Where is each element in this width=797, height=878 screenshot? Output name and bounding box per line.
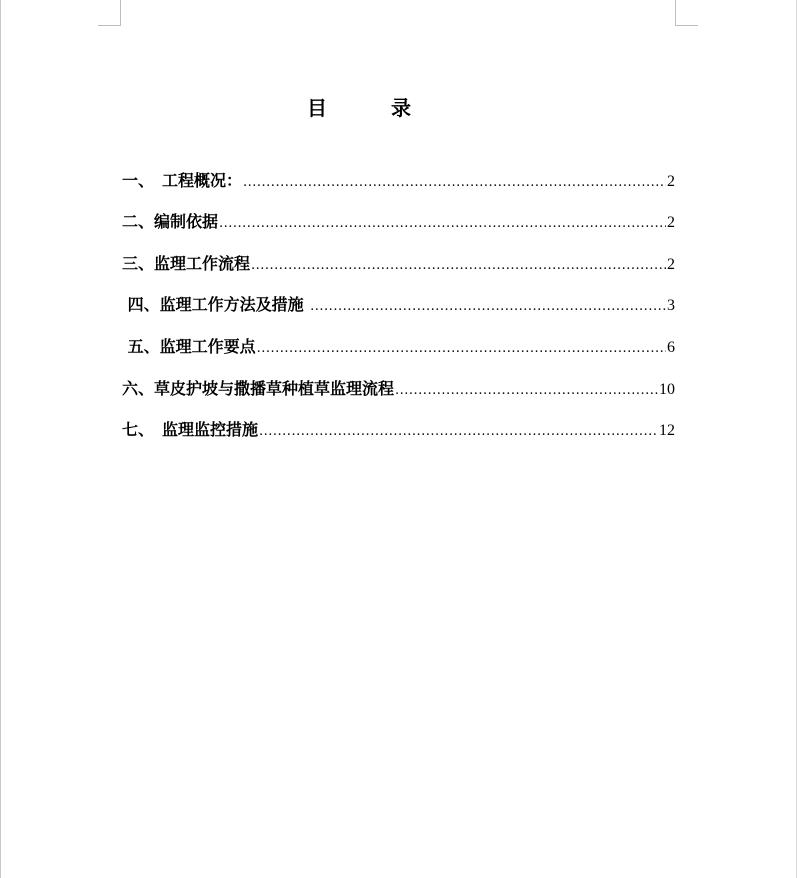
toc-entry[interactable] <box>122 168 675 194</box>
toc-entry[interactable] <box>122 251 675 277</box>
toc-entry-page: 10 <box>659 381 675 398</box>
toc-entry-page: 2 <box>667 256 675 273</box>
toc-entry-label: 四、监理工作方法及措施 <box>122 295 310 314</box>
toc-entry-leader <box>395 378 658 404</box>
crop-mark-top-left <box>120 0 121 25</box>
toc-entry-label: 三、监理工作流程 <box>122 254 251 273</box>
toc-entry-page: 2 <box>667 173 675 190</box>
toc-entry-label: 一、 工程概况： <box>122 171 243 190</box>
page-left-edge <box>0 0 1 878</box>
toc-entry-leader <box>257 336 666 362</box>
toc-entry[interactable] <box>122 376 675 402</box>
toc-entry-label: 二、编制依据 <box>122 212 219 231</box>
crop-mark-top-left <box>98 25 121 26</box>
toc-entry-page: 2 <box>667 214 675 231</box>
toc-entry[interactable] <box>122 209 675 235</box>
toc-entry[interactable] <box>122 417 675 443</box>
toc-entry-leader <box>219 211 666 237</box>
toc-entry-label: 七、 监理监控措施 <box>122 420 259 439</box>
toc-title: 目 录 <box>307 96 433 120</box>
toc-entry-page: 6 <box>667 339 675 356</box>
toc-entry-label: 五、监理工作要点 <box>122 337 256 356</box>
toc-entry-leader <box>251 253 666 279</box>
crop-mark-top-right <box>675 25 698 26</box>
toc-entry-leader <box>310 294 666 320</box>
toc-entry-page: 12 <box>659 422 675 439</box>
toc-entry[interactable] <box>122 334 675 360</box>
crop-mark-top-right <box>675 0 676 25</box>
toc-entry[interactable] <box>122 292 675 318</box>
toc-entry-leader <box>243 170 666 196</box>
toc-entry-leader <box>259 419 658 445</box>
toc-entry-label: 六、草皮护坡与撒播草种植草监理流程 <box>122 379 395 398</box>
toc-entry-page: 3 <box>667 297 675 314</box>
